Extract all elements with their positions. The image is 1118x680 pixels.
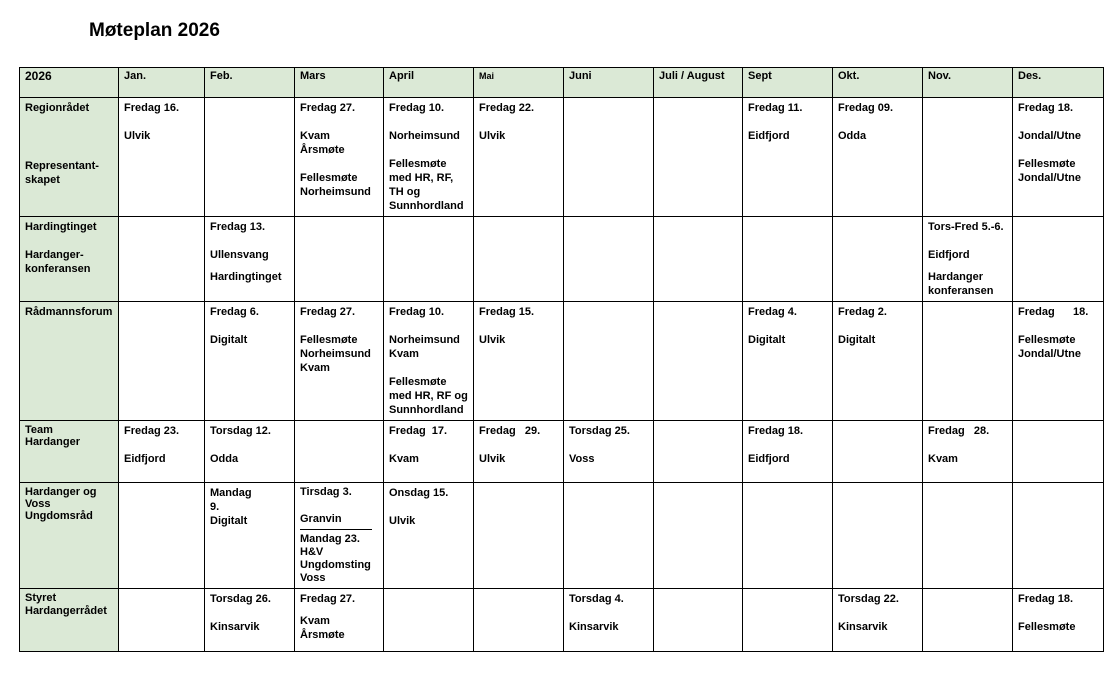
cell-date: Tirsdag 3. <box>300 486 352 498</box>
cell-place: Kinsarvik <box>210 621 260 633</box>
row-sublabel: Representant- skapet <box>25 160 99 186</box>
row-label-ungdomsrad <box>20 483 119 589</box>
page-title: Møteplan 2026 <box>89 20 220 41</box>
row-label: Hardingtinget <box>25 221 97 233</box>
cell-nov <box>923 217 1013 302</box>
cell-juli-august <box>654 421 743 483</box>
cell-nov <box>923 483 1013 589</box>
row-label: Regionrådet <box>25 102 90 114</box>
cell-sept <box>743 589 833 652</box>
cell-date: Fredag 2. <box>838 306 887 318</box>
cell-note: Fellesmøte med HR, RF og Sunnhordland <box>389 376 468 416</box>
table-row <box>20 302 1104 421</box>
header-feb: Feb. <box>205 68 295 98</box>
header-okt: Okt. <box>833 68 923 98</box>
cell-date: Fredag 22. <box>479 102 535 114</box>
table-row <box>20 483 1104 589</box>
cell-place: Voss <box>569 453 595 465</box>
cell-place: Fellesmøte <box>1018 621 1076 633</box>
cell-juni <box>564 217 654 302</box>
cell-place: Kvam <box>389 453 419 465</box>
cell-date: Fredag 10. <box>389 306 445 318</box>
cell-mai <box>474 589 564 652</box>
cell-date: Fredag 27. <box>300 306 356 318</box>
header-juli-august: Juli / August <box>654 68 743 98</box>
cell-mars <box>295 302 384 421</box>
header-mai: Mai <box>474 68 564 98</box>
cell-mai <box>474 421 564 483</box>
cell-jan <box>119 302 205 421</box>
row-label: Team Hardanger <box>25 424 81 448</box>
cell-okt <box>833 217 923 302</box>
cell-place: Kinsarvik <box>838 621 888 633</box>
cell-mars <box>295 98 384 217</box>
cell-april <box>384 302 474 421</box>
cell-date: Fredag 4. <box>748 306 797 318</box>
cell-date: Fredag 18. <box>1018 102 1074 114</box>
cell-jan <box>119 483 205 589</box>
cell-feb <box>205 217 295 302</box>
cell-des <box>1013 483 1104 589</box>
cell-place: Kvam Årsmøte <box>300 615 345 641</box>
cell-date: Fredag 18. <box>1018 593 1074 605</box>
cell-juni <box>564 302 654 421</box>
header-jan: Jan. <box>119 68 205 98</box>
cell-sept <box>743 217 833 302</box>
cell-date: Fredag 16. <box>124 102 180 114</box>
table-row <box>20 421 1104 483</box>
header-sept: Sept <box>743 68 833 98</box>
cell-note: Fellesmøte Norheimsund <box>300 172 371 198</box>
cell-date: Torsdag 12. <box>210 425 271 437</box>
cell-place: Ulvik <box>479 130 506 142</box>
row-label: Rådmannsforum <box>25 306 113 318</box>
cell-date: Fredag 18. <box>748 425 804 437</box>
cell-note: Hardanger konferansen <box>928 271 994 297</box>
cell-place: Kvam <box>928 453 958 465</box>
cell-juni <box>564 589 654 652</box>
table-row <box>20 217 1104 302</box>
cell-juni <box>564 421 654 483</box>
cell-date: Mandag 9. Digitalt <box>210 487 252 527</box>
cell-date: Fredag 11. <box>748 102 803 114</box>
row-label-regionradet <box>20 98 119 217</box>
cell-date: Fredag 10. <box>389 102 445 114</box>
cell-sept <box>743 98 833 217</box>
cell-place: Eidfjord <box>928 249 970 261</box>
cell-jan <box>119 421 205 483</box>
table-row <box>20 98 1104 217</box>
cell-date: Onsdag 15. <box>389 487 449 499</box>
cell-place: Odda <box>210 453 239 465</box>
cell-feb <box>205 483 295 589</box>
cell-note: Fellesmøte Jondal/Utne <box>1018 158 1081 184</box>
cell-des <box>1013 589 1104 652</box>
cell-place: Ulvik <box>479 453 506 465</box>
cell-date: Fredag 23. <box>124 425 180 437</box>
cell-mai <box>474 302 564 421</box>
cell-jan <box>119 217 205 302</box>
cell-april <box>384 483 474 589</box>
cell-date: Fredag 27. <box>300 102 356 114</box>
cell-feb <box>205 98 295 217</box>
cell-feb <box>205 589 295 652</box>
cell-jan <box>119 589 205 652</box>
meeting-schedule-table <box>19 67 1104 652</box>
cell-place: Granvin <box>300 513 342 525</box>
cell-nov <box>923 302 1013 421</box>
cell-okt <box>833 483 923 589</box>
row-label: Styret Hardangerrådet <box>25 592 107 617</box>
cell-april <box>384 217 474 302</box>
cell-mars <box>295 421 384 483</box>
cell-place: Digitalt <box>838 334 876 346</box>
cell-nov <box>923 421 1013 483</box>
cell-note: Fellesmøte Jondal/Utne <box>1018 334 1081 360</box>
cell-place: Ullensvang <box>210 249 269 261</box>
cell-feb <box>205 421 295 483</box>
header-april: April <box>384 68 474 98</box>
cell-sept <box>743 483 833 589</box>
cell-mai <box>474 483 564 589</box>
cell-date: Tors-Fred 5.-6. <box>928 221 1004 233</box>
cell-nov <box>923 589 1013 652</box>
cell-place: Eidfjord <box>748 453 790 465</box>
cell-mars <box>295 217 384 302</box>
cell-juli-august <box>654 217 743 302</box>
cell-mars <box>295 483 384 589</box>
cell-date: Fredag 27. <box>300 593 356 605</box>
cell-april <box>384 421 474 483</box>
cell-juli-august <box>654 483 743 589</box>
cell-juli-august <box>654 98 743 217</box>
cell-date: Fredag 29. <box>479 425 541 437</box>
header-juni: Juni <box>564 68 654 98</box>
row-label-styret <box>20 589 119 652</box>
cell-date: Torsdag 4. <box>569 593 624 605</box>
cell-place: Ulvik <box>479 334 506 346</box>
cell-okt <box>833 421 923 483</box>
cell-place: Eidfjord <box>748 130 790 142</box>
cell-date: Torsdag 26. <box>210 593 271 605</box>
table-row <box>20 589 1104 652</box>
cell-feb <box>205 302 295 421</box>
cell-date: Fredag 13. <box>210 221 266 233</box>
cell-place: Kvam Årsmøte <box>300 130 345 156</box>
cell-date: Fredag 17. <box>389 425 448 437</box>
cell-okt <box>833 589 923 652</box>
cell-date: Fredag 18. <box>1018 306 1089 318</box>
header-des: Des. <box>1013 68 1104 98</box>
cell-jan <box>119 98 205 217</box>
cell-date: Torsdag 22. <box>838 593 899 605</box>
cell-mai <box>474 98 564 217</box>
cell-place: Ulvik <box>124 130 151 142</box>
cell-place: Digitalt <box>748 334 786 346</box>
row-label: Hardanger og Voss Ungdomsråd <box>25 486 97 522</box>
cell-place: Kinsarvik <box>569 621 619 633</box>
header-mars: Mars <box>295 68 384 98</box>
cell-sept <box>743 421 833 483</box>
cell-nov <box>923 98 1013 217</box>
cell-note: Hardingtinget <box>210 271 282 283</box>
cell-des <box>1013 421 1104 483</box>
row-label-hardingtinget <box>20 217 119 302</box>
cell-des <box>1013 217 1104 302</box>
header-nov: Nov. <box>923 68 1013 98</box>
cell-des <box>1013 98 1104 217</box>
cell-place: Norheimsund <box>389 130 460 142</box>
divider <box>300 529 372 530</box>
cell-juli-august <box>654 589 743 652</box>
cell-note: Fellesmøte med HR, RF, TH og Sunnhordland <box>389 158 464 212</box>
cell-juli-august <box>654 302 743 421</box>
cell-mars <box>295 589 384 652</box>
cell-mai <box>474 217 564 302</box>
cell-sept <box>743 302 833 421</box>
cell-okt <box>833 302 923 421</box>
row-sublabel: Hardanger- konferansen <box>25 249 91 275</box>
cell-date: Fredag 28. <box>928 425 990 437</box>
cell-place: Norheimsund Kvam <box>389 334 460 360</box>
cell-place: Fellesmøte Norheimsund Kvam <box>300 334 371 374</box>
cell-place: Jondal/Utne <box>1018 130 1081 142</box>
cell-place: Digitalt <box>210 334 248 346</box>
cell-place: Eidfjord <box>124 453 166 465</box>
cell-place: Odda <box>838 130 867 142</box>
row-label-radmannsforum <box>20 302 119 421</box>
cell-juni <box>564 483 654 589</box>
cell-okt <box>833 98 923 217</box>
cell-date: Fredag 09. <box>838 102 894 114</box>
header-row <box>20 68 1104 98</box>
row-label-team-hardanger <box>20 421 119 483</box>
cell-date: Torsdag 25. <box>569 425 630 437</box>
header-year: 2026 <box>20 68 119 98</box>
cell-note: Mandag 23. H&V Ungdomsting Voss <box>300 533 371 584</box>
cell-date: Fredag 15. <box>479 306 535 318</box>
cell-des <box>1013 302 1104 421</box>
cell-april <box>384 98 474 217</box>
cell-juni <box>564 98 654 217</box>
cell-april <box>384 589 474 652</box>
cell-place: Ulvik <box>389 515 416 527</box>
cell-date: Fredag 6. <box>210 306 259 318</box>
